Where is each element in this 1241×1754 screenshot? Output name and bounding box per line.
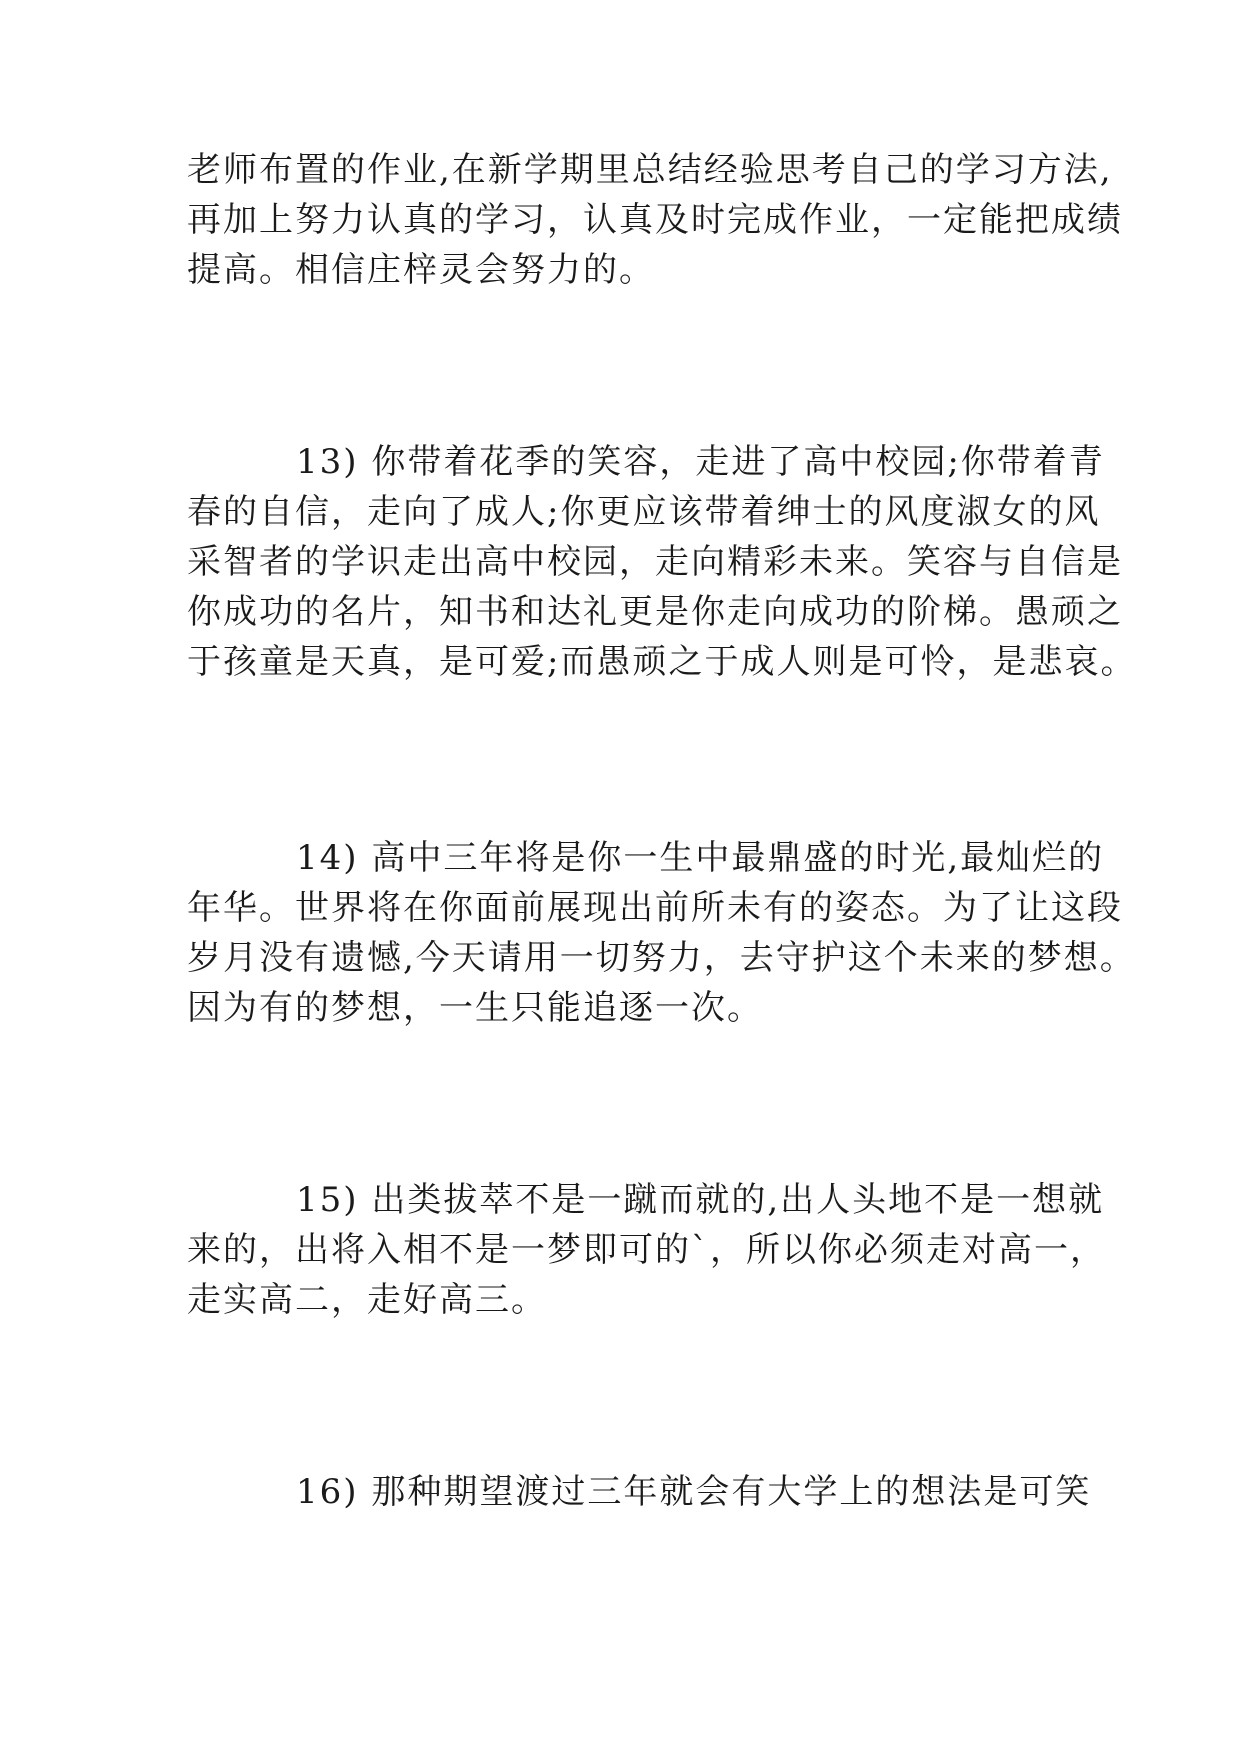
text-line: 因为有的梦想，一生只能追逐一次。 — [187, 988, 763, 1028]
text-line: 走实高二，走好高三。 — [187, 1280, 547, 1320]
text-line: 于孩童是天真，是可爱;而愚顽之于成人则是可怜，是悲哀。 — [187, 642, 1137, 682]
text-line: 年华。世界将在你面前展现出前所未有的姿态。为了让这段 — [187, 888, 1123, 928]
text-line: 再加上努力认真的学习，认真及时完成作业，一定能把成绩 — [187, 200, 1123, 240]
text-line: 提高。相信庄梓灵会努力的。 — [187, 250, 655, 290]
text-line: 16) 那种期望渡过三年就会有大学上的想法是可笑 — [296, 1472, 1092, 1512]
text-line: 来的，出将入相不是一梦即可的`，所以你必须走对高一， — [187, 1230, 1106, 1270]
text-line: 采智者的学识走出高中校园，走向精彩未来。笑容与自信是 — [187, 542, 1123, 582]
text-line: 14) 高中三年将是你一生中最鼎盛的时光,最灿烂的 — [296, 838, 1105, 878]
text-line: 岁月没有遗憾,今天请用一切努力，去守护这个未来的梦想。 — [187, 938, 1136, 978]
text-line: 15) 出类拔萃不是一蹴而就的,出人头地不是一想就 — [296, 1180, 1105, 1220]
text-line: 春的自信，走向了成人;你更应该带着绅士的风度淑女的风 — [187, 492, 1101, 532]
text-line: 你成功的名片，知书和达礼更是你走向成功的阶梯。愚顽之 — [187, 592, 1123, 632]
text-line: 13) 你带着花季的笑容，走进了高中校园;你带着青 — [296, 442, 1105, 482]
text-line: 老师布置的作业,在新学期里总结经验思考自己的学习方法, — [187, 150, 1113, 190]
